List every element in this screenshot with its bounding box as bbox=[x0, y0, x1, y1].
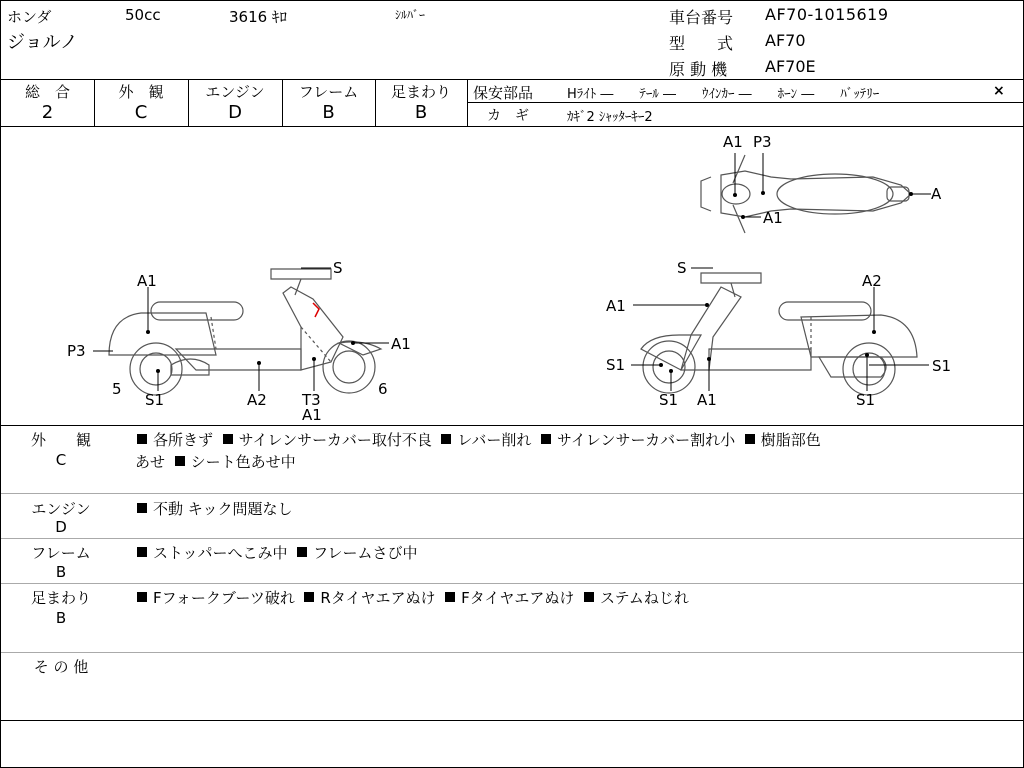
left-rear-wheel-outer bbox=[130, 343, 182, 395]
diag-label: 6 bbox=[378, 380, 388, 398]
detail-suspension-label: 足まわり bbox=[30, 589, 91, 607]
engine-label: 原 動 機 bbox=[669, 60, 728, 79]
suspension-grade: B bbox=[414, 102, 428, 123]
bullet bbox=[445, 592, 455, 602]
damage-diagram bbox=[1, 127, 1023, 425]
detail-suspension-grade: B bbox=[55, 609, 67, 627]
exterior-items-line1: 各所きず サイレンサーカバー取付不良 レバー削れ サイレンサーカバー割れ小 樹脂部色 bbox=[137, 429, 821, 450]
right-rear-wheel-inner bbox=[853, 353, 885, 385]
battery-mark: × bbox=[993, 83, 1005, 99]
right-muffler-shape bbox=[819, 357, 886, 377]
detail-other-label: そ の 他 bbox=[33, 658, 89, 676]
diag-label: A1 bbox=[391, 335, 411, 353]
top-view-handle-lower-shape bbox=[733, 205, 745, 233]
color: ｼﾙﾊﾞｰ bbox=[395, 8, 426, 22]
bullet bbox=[745, 434, 755, 444]
left-seat-shape bbox=[151, 302, 243, 320]
exterior-label: 外 観 bbox=[118, 83, 164, 101]
diag-label: A2 bbox=[247, 391, 267, 409]
detail-exterior-grade: C bbox=[55, 451, 67, 469]
overall-label: 総 合 bbox=[24, 83, 70, 101]
right-front-wheel-inner bbox=[653, 351, 685, 383]
right-rear-wheel-outer bbox=[843, 343, 895, 395]
mileage: 3616 ｷﾛ bbox=[229, 8, 287, 26]
diag-label: S1 bbox=[606, 356, 626, 374]
maker: ホンダ bbox=[7, 8, 52, 26]
safety-label: 保安部品 bbox=[473, 84, 534, 102]
left-front-wheel-outer bbox=[323, 341, 375, 393]
key-value: ｶｷﾞ2 ｼｬｯﾀｰｷｰ2 bbox=[567, 110, 653, 125]
left-muffler-shape bbox=[171, 359, 209, 375]
diag-label: A bbox=[931, 185, 942, 203]
diag-label: A2 bbox=[862, 272, 882, 290]
right-seat-shape bbox=[779, 302, 871, 320]
frame-items: ストッパーへこみ中 フレームさび中 bbox=[137, 542, 418, 563]
frame-no: AF70-1015619 bbox=[765, 5, 889, 24]
diag-label: S bbox=[333, 259, 343, 277]
engine-value: AF70E bbox=[765, 57, 816, 76]
detail-exterior-label: 外 観 bbox=[30, 431, 91, 449]
exterior-items-line2: あせ シート色あせ中 bbox=[135, 453, 296, 471]
overall-grade: 2 bbox=[41, 102, 54, 123]
left-handlebar-shape bbox=[271, 269, 331, 279]
diag-label: P3 bbox=[753, 133, 772, 151]
diag-label: 5 bbox=[112, 380, 122, 398]
right-front-body-shape bbox=[681, 287, 741, 370]
frame-grade: B bbox=[322, 102, 335, 123]
engine-items: 不動 キック問題なし bbox=[137, 498, 292, 519]
bullet bbox=[137, 592, 147, 602]
key-label: カ ギ bbox=[487, 108, 529, 124]
safety-items: Hﾗｲﾄ ― ﾃｰﾙ ― ｳｲﾝｶｰ ― ﾎｰﾝ ― ﾊﾞｯﾃﾘｰ bbox=[567, 87, 880, 102]
bullet bbox=[304, 592, 314, 602]
bullet bbox=[175, 456, 185, 466]
bullet bbox=[137, 434, 147, 444]
right-rear-body-shape bbox=[801, 315, 917, 357]
diag-label: A1 bbox=[302, 406, 322, 424]
model-name: ジョルノ bbox=[7, 32, 78, 53]
top-view-seat-shape bbox=[777, 174, 893, 214]
left-front-wheel-inner bbox=[333, 351, 365, 383]
bullet bbox=[137, 503, 147, 513]
right-floor-shape bbox=[709, 349, 811, 370]
right-handlebar-shape bbox=[701, 273, 761, 283]
diag-label: A1 bbox=[763, 209, 783, 227]
bullet bbox=[441, 434, 451, 444]
bullet bbox=[297, 547, 307, 557]
frame-grade-label: フレーム bbox=[298, 83, 359, 101]
diag-label: T3 bbox=[302, 391, 321, 409]
bullet bbox=[137, 547, 147, 557]
diag-label: S1 bbox=[856, 391, 876, 409]
frame-no-label: 車台番号 bbox=[669, 8, 734, 27]
diag-label: A1 bbox=[697, 391, 717, 409]
engine-grade-label: エンジン bbox=[205, 83, 265, 101]
bullet bbox=[584, 592, 594, 602]
diag-label: P3 bbox=[67, 342, 86, 360]
diag-label: S bbox=[677, 259, 687, 277]
diag-label: S1 bbox=[145, 391, 165, 409]
bullet bbox=[541, 434, 551, 444]
diag-label: A1 bbox=[137, 272, 157, 290]
left-rear-wheel-inner bbox=[140, 353, 172, 385]
engine-grade: D bbox=[228, 102, 242, 123]
suspension-items: Fフォークブーツ破れ Rタイヤエアぬけ Fタイヤエアぬけ ステムねじれ bbox=[137, 587, 689, 608]
detail-engine-grade: D bbox=[55, 518, 67, 536]
type-label: 型 式 bbox=[669, 34, 734, 53]
right-stem-shape bbox=[731, 283, 735, 297]
diag-label: A1 bbox=[723, 133, 743, 151]
detail-engine-label: エンジン bbox=[31, 500, 91, 518]
displacement: 50cc bbox=[125, 6, 161, 24]
suspension-grade-label: 足まわり bbox=[390, 83, 451, 101]
detail-frame-grade: B bbox=[55, 563, 67, 581]
top-view-mirror-shape bbox=[701, 177, 711, 211]
bullet bbox=[223, 434, 233, 444]
exterior-grade: C bbox=[134, 102, 148, 123]
diag-label: S1 bbox=[659, 391, 679, 409]
detail-frame-label: フレーム bbox=[31, 544, 91, 562]
diag-label: A1 bbox=[606, 297, 626, 315]
diag-label: S1 bbox=[932, 357, 952, 375]
type-value: AF70 bbox=[765, 31, 806, 50]
